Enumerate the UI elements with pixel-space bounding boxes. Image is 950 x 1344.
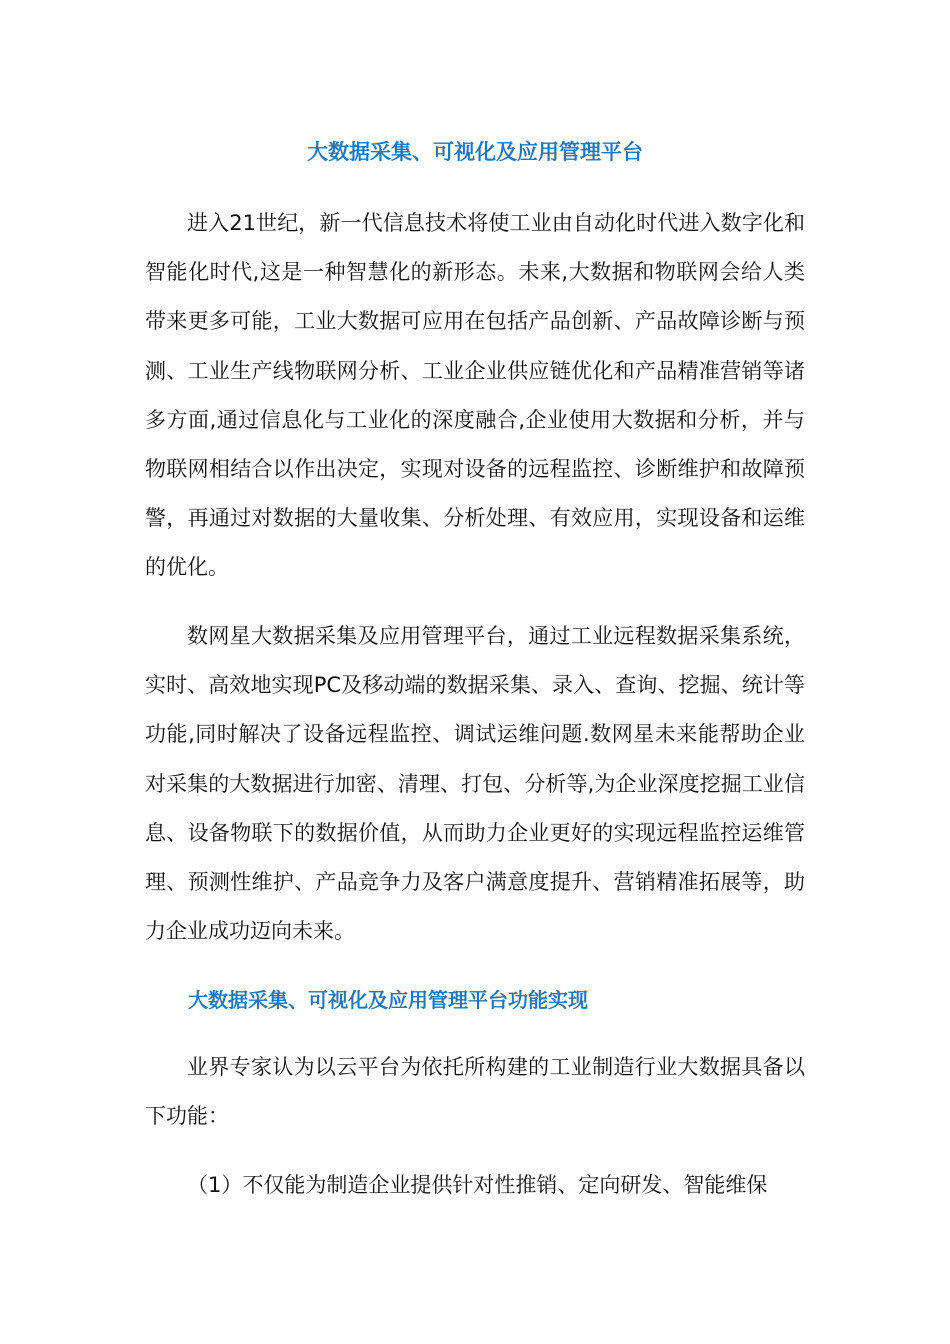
- section-heading: 大数据采集、可视化及应用管理平台功能实现: [188, 988, 588, 1012]
- paragraph-intro: 进入21世纪，新一代信息技术将使工业由自动化时代进入数字化和智能化时代,这是一种智慧化的新形态。未来,大数据和物联网会给人类带来更多可能，工业大数据可应用在包括产品创新、产品故障诊断与预测、工业生产线物联网分析、工业企业供应链优化和产品精准营销等诸多方面,通过信息化与工业化的深度融合,企业使用大数据和分析，并与物联网相结合以作出决定，实现对设备的远程监控、诊断维护和故障预警，再通过对数据的大量收集、分析处理、有效应用，实现设备和运维的优化。: [145, 211, 805, 580]
- paragraph-functions-intro: 业界专家认为以云平台为依托所构建的工业制造行业大数据具备以下功能：: [145, 1055, 805, 1129]
- page-title: 大数据采集、可视化及应用管理平台: [307, 140, 643, 164]
- paragraph-function-item-1: （1）不仅能为制造企业提供针对性推销、定向研发、智能维保: [187, 1173, 768, 1197]
- paragraph-platform: 数网星大数据采集及应用管理平台，通过工业远程数据采集系统，实时、高效地实现PC及移动端的数据采集、录入、查询、挖掘、统计等功能,同时解决了设备远程监控、调试运维问题.数网星未来能帮助企业对采集的大数据进行加密、清理、打包、分析等,为企业深度挖掘工业信息、设备物联下的数据价值，从而助力企业更好的实现远程监控运维管理、预测性维护、产品竞争力及客户满意度提升、营销精准拓展等，助力企业成功迈向未来。: [145, 624, 805, 944]
